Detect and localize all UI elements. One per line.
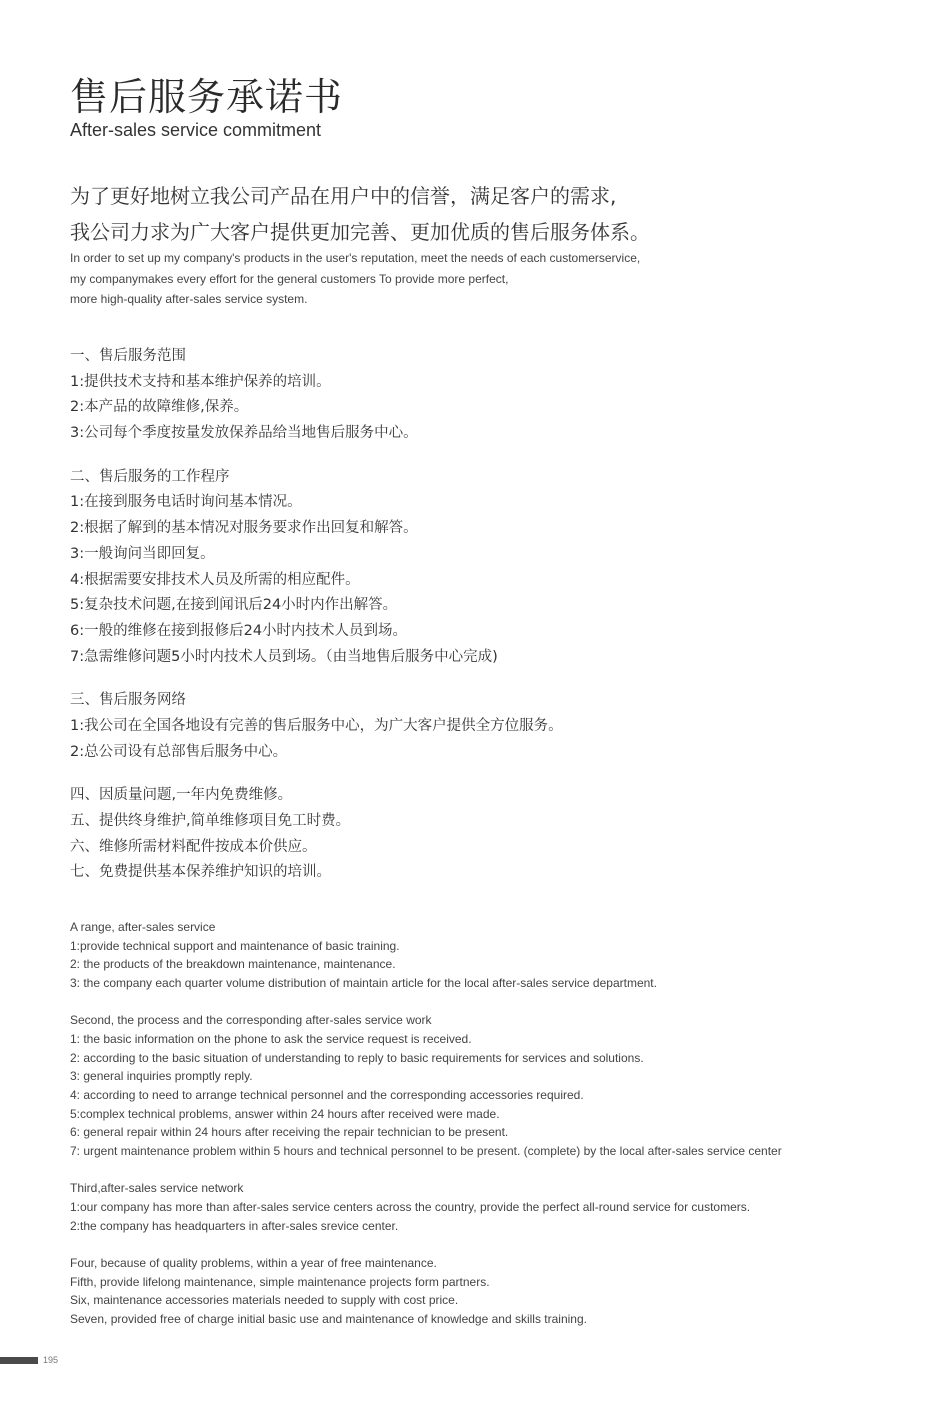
- en-line: 1: the basic information on the phone to ask the service request is received.: [70, 1032, 472, 1047]
- en-line: 2: the products of the breakdown maintenance, maintenance.: [70, 957, 396, 972]
- intro-cn-line: 我公司力求为广大客户提供更加完善、更加优质的售后服务体系。: [70, 220, 650, 244]
- en-line: 7: urgent maintenance problem within 5 hours and technical personnel to be present. (complete) by the local after-sales service center: [70, 1144, 782, 1159]
- page-subtitle: After-sales service commitment: [70, 120, 322, 140]
- english-terms: [70, 918, 930, 1347]
- cn-line-heading: 一、售后服务范围: [70, 348, 186, 364]
- en-section: [70, 1179, 930, 1235]
- en-line: 4: according to need to arrange technical personnel and the corresponding accessories required.: [70, 1088, 584, 1103]
- en-section: [70, 1254, 930, 1329]
- cn-line-heading: 三、售后服务网络: [70, 692, 186, 709]
- en-line: Fifth, provide lifelong maintenance, simple maintenance projects form partners.: [70, 1274, 490, 1289]
- en-line: 1:provide technical support and maintenance of basic training.: [70, 938, 400, 953]
- en-line: 2:the company has headquarters in after-sales srevice center.: [70, 1218, 399, 1233]
- intro-en-line: more high-quality after-sales service system.: [70, 292, 308, 306]
- en-line-heading: Four, because of quality problems, within a year of free maintenance.: [70, 1256, 437, 1271]
- cn-line: 五、提供终身维护,简单维修项目免工时费。: [70, 813, 351, 829]
- en-line: Seven, provided free of charge initial basic use and maintenance of knowledge and skills training.: [70, 1312, 587, 1327]
- cn-line: 3:公司每个季度按量发放保养品给当地售后服务中心。: [70, 425, 418, 442]
- cn-section: [70, 465, 890, 671]
- en-section: [70, 1011, 930, 1161]
- footer-bar: [0, 1357, 38, 1364]
- en-line: Six, maintenance accessories materials needed to supply with cost price.: [70, 1293, 459, 1308]
- intro-en-line: my companymakes every effort for the general customers To provide more perfect,: [70, 271, 509, 286]
- intro-en-line: In order to set up my company's products in the user's reputation, meet the needs of each customerservice,: [70, 251, 641, 265]
- en-line: 2: according to the basic situation of understanding to reply to basic requirements for services and solutions.: [70, 1050, 644, 1065]
- chinese-terms: [70, 344, 890, 904]
- cn-line: 1:我公司在全国各地设有完善的售后服务中心，为广大客户提供全方位服务。: [70, 717, 563, 734]
- intro-cn-line: 为了更好地树立我公司产品在用户中的信誉，满足客户的需求,: [70, 184, 617, 208]
- en-line: 5:complex technical problems, answer within 24 hours after received were made.: [70, 1106, 500, 1121]
- cn-line: 2:总公司设有总部售后服务中心。: [70, 743, 288, 760]
- cn-line: 3:一般询问当即回复。: [70, 545, 215, 562]
- cn-line-heading: 四、因质量问题,一年内免费维修。: [70, 787, 293, 804]
- cn-line: 七、免费提供基本保养维护知识的培训。: [70, 864, 331, 881]
- cn-line: 2:根据了解到的基本情况对服务要求作出回复和解答。: [70, 520, 418, 537]
- page-number: 195: [43, 1355, 59, 1365]
- cn-line: 六、维修所需材料配件按成本价供应。: [70, 838, 317, 855]
- cn-line: 6:一般的维修在接到报修后24小时内技术人员到场。: [70, 622, 408, 639]
- cn-line: 2:本产品的故障维修,保养。: [70, 399, 249, 416]
- cn-line: 1:在接到服务电话时询问基本情况。: [70, 494, 302, 511]
- en-section: [70, 918, 930, 993]
- cn-line: 1:提供技术支持和基本维护保养的培训。: [70, 373, 331, 390]
- cn-section: [70, 783, 890, 886]
- intro-chinese: [70, 178, 650, 250]
- page-title: 售后服务承诺书: [70, 75, 344, 119]
- cn-line: 7:急需维修问题5小时内技术人员到场。（由当地售后服务中心完成): [70, 648, 498, 665]
- cn-line: 4:根据需要安排技术人员及所需的相应配件。: [70, 571, 360, 588]
- en-line: 1:our company has more than after-sales service centers across the country, provide the perfect all-round service for customers.: [70, 1200, 751, 1215]
- intro-english: [70, 248, 640, 310]
- en-line-heading: A range, after-sales service: [70, 920, 216, 934]
- cn-line: 5:复杂技术问题,在接到闻讯后24小时内作出解答。: [70, 597, 398, 614]
- cn-section: [70, 688, 890, 765]
- en-line: 3: general inquiries promptly reply.: [70, 1069, 253, 1084]
- en-line: 6: general repair within 24 hours after receiving the repair technician to be present.: [70, 1125, 509, 1140]
- cn-section: [70, 344, 890, 447]
- en-line-heading: Third,after-sales service network: [70, 1181, 244, 1196]
- en-line-heading: Second, the process and the corresponding after-sales service work: [70, 1013, 432, 1028]
- en-line: 3: the company each quarter volume distribution of maintain article for the local after-sales service department.: [70, 976, 657, 991]
- cn-line-heading: 二、售后服务的工作程序: [70, 468, 230, 485]
